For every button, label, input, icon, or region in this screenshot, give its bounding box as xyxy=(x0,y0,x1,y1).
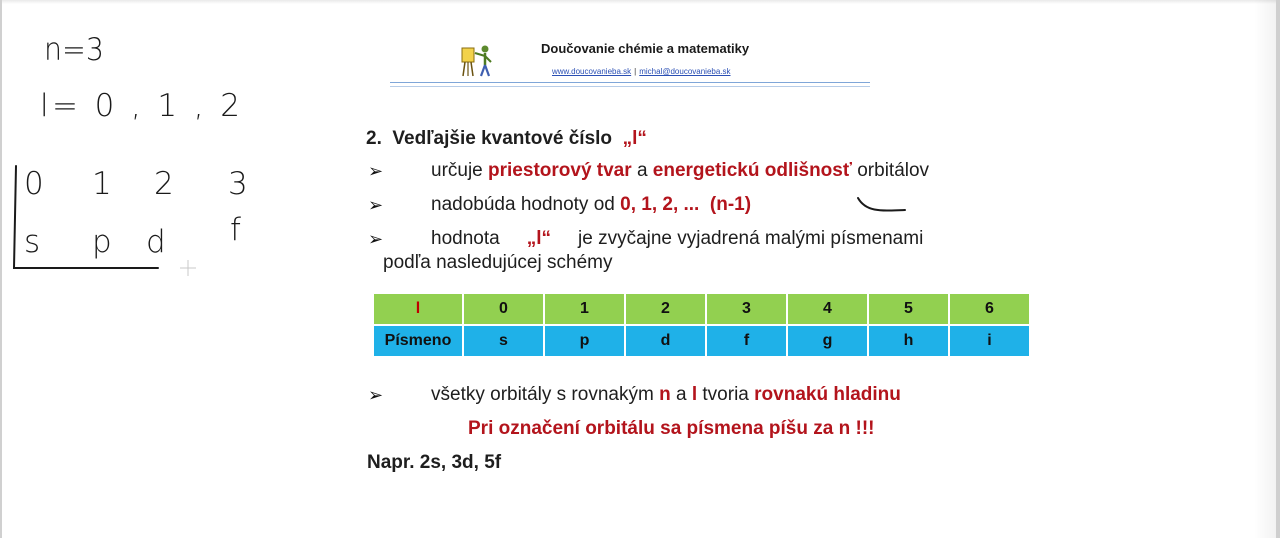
handwritten-number: 1 xyxy=(92,166,112,202)
table-header-pismeno: Písmeno xyxy=(373,325,463,357)
handwritten-number: 2 xyxy=(154,166,174,202)
bullet-2-highlight: 0, 1, 2, ... (n-1) xyxy=(620,194,752,215)
handwritten-number: 0 xyxy=(24,166,44,202)
bullet-4-highlight: n xyxy=(659,384,671,405)
bullet-3-line2: podľa nasledujúcej schémy xyxy=(383,252,613,273)
handwritten-l-values: l= 0 , 1 , 2 xyxy=(40,88,240,124)
handwritten-letter: d xyxy=(146,224,166,260)
handwritten-letter: p xyxy=(92,224,112,260)
heading-symbol: „l“ xyxy=(622,128,647,149)
table-cell: p xyxy=(544,325,625,357)
bullet-4-part: všetky orbitály s rovnakým xyxy=(431,384,654,405)
heading-text: Vedľajšie kvantové číslo xyxy=(392,128,613,149)
bullet-1-highlight: priestorový tvar xyxy=(488,160,632,181)
bullet-4-highlight: l xyxy=(691,384,698,405)
example-text: Napr. 2s, 3d, 5f xyxy=(367,452,502,473)
table-cell: 1 xyxy=(544,293,625,325)
bullet-3-marker: ➢ xyxy=(368,229,384,249)
bullet-3-highlight: „l“ xyxy=(526,228,551,249)
bullet-1-part: určuje xyxy=(431,160,483,181)
table-cell: 2 xyxy=(625,293,706,325)
bullet-3-part: hodnota xyxy=(431,228,500,249)
bullet-3-part: je zvyčajne vyjadrená malými písmenami xyxy=(578,228,924,249)
table-l-symbol: l xyxy=(415,300,421,317)
bullet-1-part: a xyxy=(636,160,648,181)
table-cell: 4 xyxy=(787,293,868,325)
heading-number: 2. xyxy=(366,128,382,149)
note-text: Pri označení orbitálu sa písmena píšu za n !!! xyxy=(468,418,875,439)
handwritten-letter: f xyxy=(230,212,241,248)
email-link[interactable]: michal@doucovanieba.sk xyxy=(639,67,731,76)
bullet-4-highlight: rovnakú hladinu xyxy=(754,384,901,405)
table-cell: 6 xyxy=(949,293,1030,325)
bullet-4-part: tvoria xyxy=(702,384,749,405)
handwritten-number: 3 xyxy=(228,166,248,202)
table-cell: 3 xyxy=(706,293,787,325)
handwritten-n-value: n=3 xyxy=(44,32,104,68)
handwritten-mark xyxy=(858,198,905,211)
pen-cursor-icon xyxy=(180,260,196,276)
bullet-2-marker: ➢ xyxy=(368,195,384,215)
bullet-4-part: a xyxy=(675,384,687,405)
bullet-2-part: nadobúda hodnoty od xyxy=(431,194,615,215)
table-cell: f xyxy=(706,325,787,357)
bullet-1-part: orbitálov xyxy=(857,160,930,181)
table-cell: s xyxy=(463,325,544,357)
table-cell: h xyxy=(868,325,949,357)
table-cell: d xyxy=(625,325,706,357)
bullet-1-marker: ➢ xyxy=(368,161,384,181)
link-separator: | xyxy=(634,67,637,76)
table-cell: 0 xyxy=(463,293,544,325)
site-title: Doučovanie chémie a matematiky xyxy=(541,41,750,56)
table-cell: i xyxy=(949,325,1030,357)
bullet-1-highlight: energetickú odlišnosť xyxy=(652,160,852,181)
handwritten-letter: s xyxy=(24,224,41,260)
website-link[interactable]: www.doucovanieba.sk xyxy=(552,67,632,76)
table-cell: g xyxy=(787,325,868,357)
table-cell: 5 xyxy=(868,293,949,325)
bullet-4-marker: ➢ xyxy=(368,385,384,405)
